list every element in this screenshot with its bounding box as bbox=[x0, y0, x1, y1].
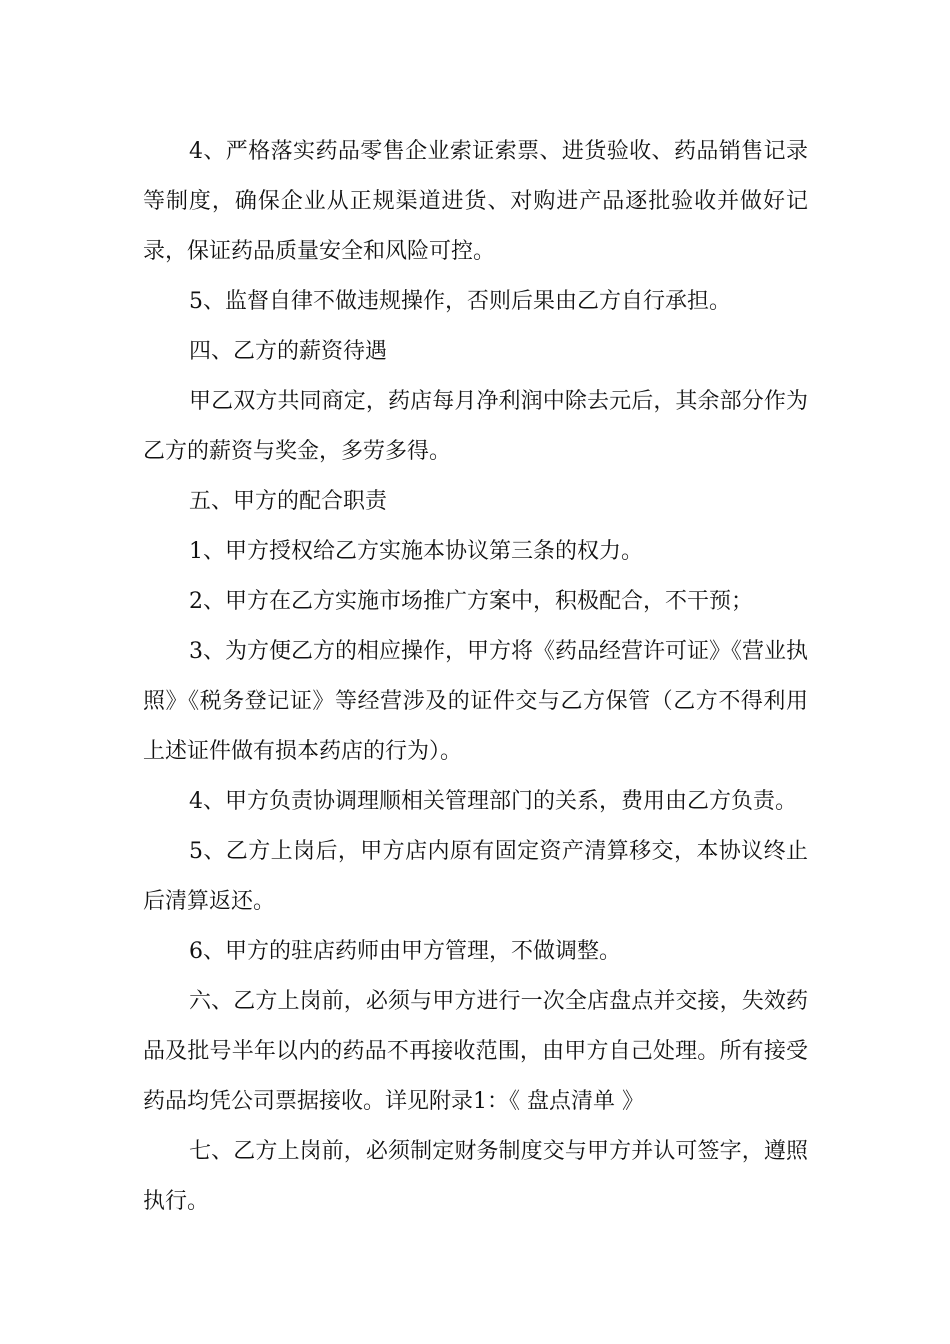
paragraph-4-salary: 甲乙双方共同商定，药店每月净利润中除去元后，其余部分作为乙方的薪资与奖金，多劳多得。 bbox=[143, 389, 808, 464]
paragraph-3-5-self-discipline: 5、监督自律不做违规操作，否则后果由乙方自行承担。 bbox=[189, 289, 731, 314]
paragraph-5-6-pharmacist: 6、甲方的驻店药师由甲方管理，不做调整。 bbox=[189, 939, 621, 964]
paragraph-5-1-authorization: 1、甲方授权给乙方实施本协议第三条的权力。 bbox=[189, 539, 643, 564]
paragraph-5-5-fixed-assets: 5、乙方上岗后，甲方店内原有固定资产清算移交，本协议终止后清算返还。 bbox=[143, 839, 808, 914]
paragraph-5-3-certificates: 3、为方便乙方的相应操作，甲方将《药品经营许可证》《营业执照》《税务登记证》等经营涉及的证件交与乙方保管（乙方不得利用上述证件做有损本药店的行为）。 bbox=[143, 639, 808, 764]
paragraph-5-4-coordination: 4、甲方负责协调理顺相关管理部门的关系，费用由乙方负责。 bbox=[189, 789, 797, 814]
section-heading-4: 四、乙方的薪资待遇 bbox=[189, 339, 388, 364]
paragraph-5-2-cooperation: 2、甲方在乙方实施市场推广方案中，积极配合，不干预； bbox=[189, 589, 753, 614]
section-6-inventory: 六、乙方上岗前，必须与甲方进行一次全店盘点并交接，失效药品及批号半年以内的药品不再接收范围，由甲方自己处理。所有接受药品均凭公司票据接收。详见附录1：《 盘点清单 》 bbox=[143, 989, 808, 1114]
paragraph-3-4-record-system: 4、严格落实药品零售企业索证索票、进货验收、药品销售记录等制度，确保企业从正规渠道进货、对购进产品逐批验收并做好记录，保证药品质量安全和风险可控。 bbox=[143, 139, 808, 264]
section-heading-5: 五、甲方的配合职责 bbox=[189, 489, 388, 514]
document-body bbox=[143, 127, 808, 1227]
section-7-finance: 七、乙方上岗前，必须制定财务制度交与甲方并认可签字，遵照执行。 bbox=[143, 1139, 808, 1214]
